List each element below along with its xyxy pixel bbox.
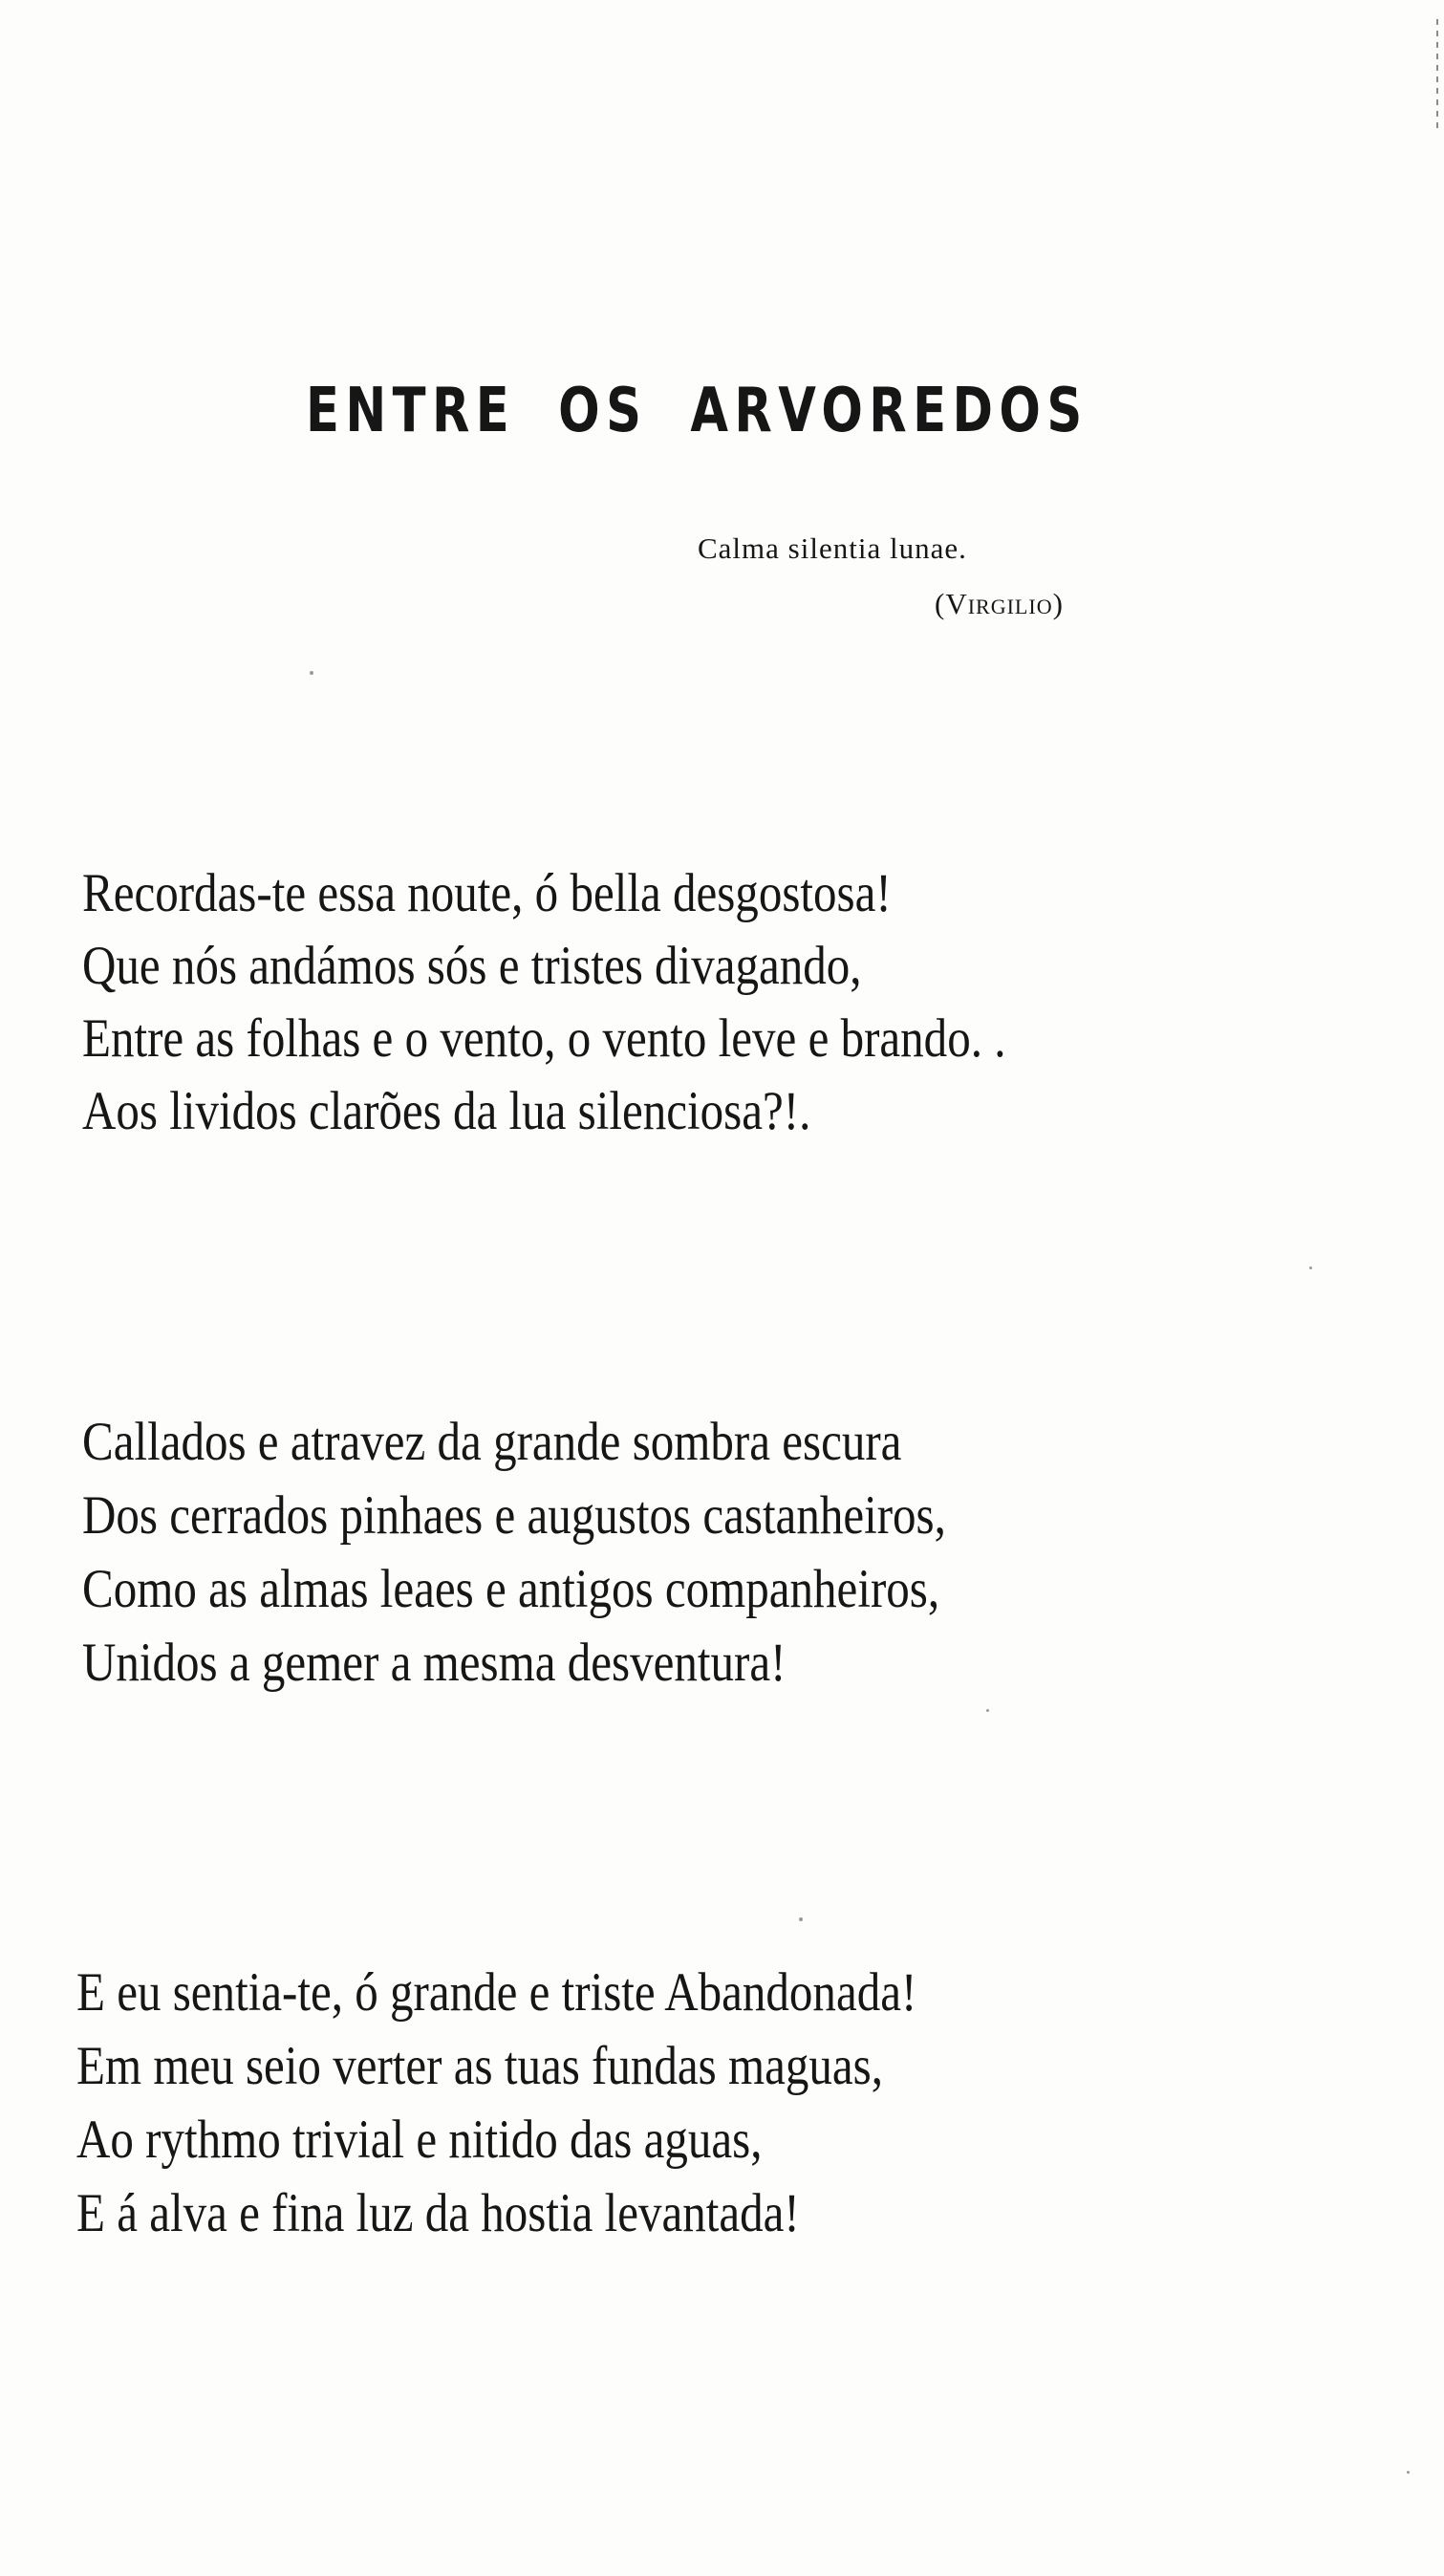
verse-line: Entre as folhas e o vento, o vento leve e brando. . bbox=[82, 1008, 1006, 1069]
verse-line: Aos lividos clarões da lua silenciosa?!. bbox=[82, 1081, 811, 1141]
scan-speck bbox=[1309, 1266, 1312, 1269]
verse-line: Callados e atravez da grande sombra escura bbox=[82, 1412, 902, 1472]
verse-line: Como as almas leaes e antigos companheiros, bbox=[82, 1559, 940, 1619]
verse-line: Unidos a gemer a mesma desventura! bbox=[82, 1633, 787, 1693]
verse-line: Em meu seio verter as tuas fundas maguas, bbox=[76, 2036, 883, 2096]
scan-speck bbox=[1407, 2471, 1410, 2474]
verse-line: Que nós andámos sós e tristes divagando, bbox=[82, 936, 862, 996]
scan-speck bbox=[986, 1709, 989, 1712]
verse-line: Dos cerrados pinhaes e augustos castanheiros, bbox=[82, 1485, 946, 1546]
verse-line: Recordas-te essa noute, ó bella desgostosa! bbox=[82, 863, 892, 923]
verse-line: E eu sentia-te, ó grande e triste Abandonada! bbox=[76, 1962, 917, 2023]
epigraph-quote: Calma silentia lunae. bbox=[698, 531, 967, 565]
verse-line: E á alva e fina luz da hostia levantada! bbox=[76, 2183, 800, 2243]
scan-speck bbox=[799, 1917, 803, 1921]
scan-speck bbox=[310, 671, 313, 675]
poem-title: ENTRE OS ARVOREDOS bbox=[306, 376, 1088, 446]
page-edge-mark bbox=[1436, 19, 1438, 134]
verse-line: Ao rythmo trivial e nitido das aguas, bbox=[76, 2110, 763, 2170]
epigraph-author: (Virgilio) bbox=[935, 587, 1064, 620]
